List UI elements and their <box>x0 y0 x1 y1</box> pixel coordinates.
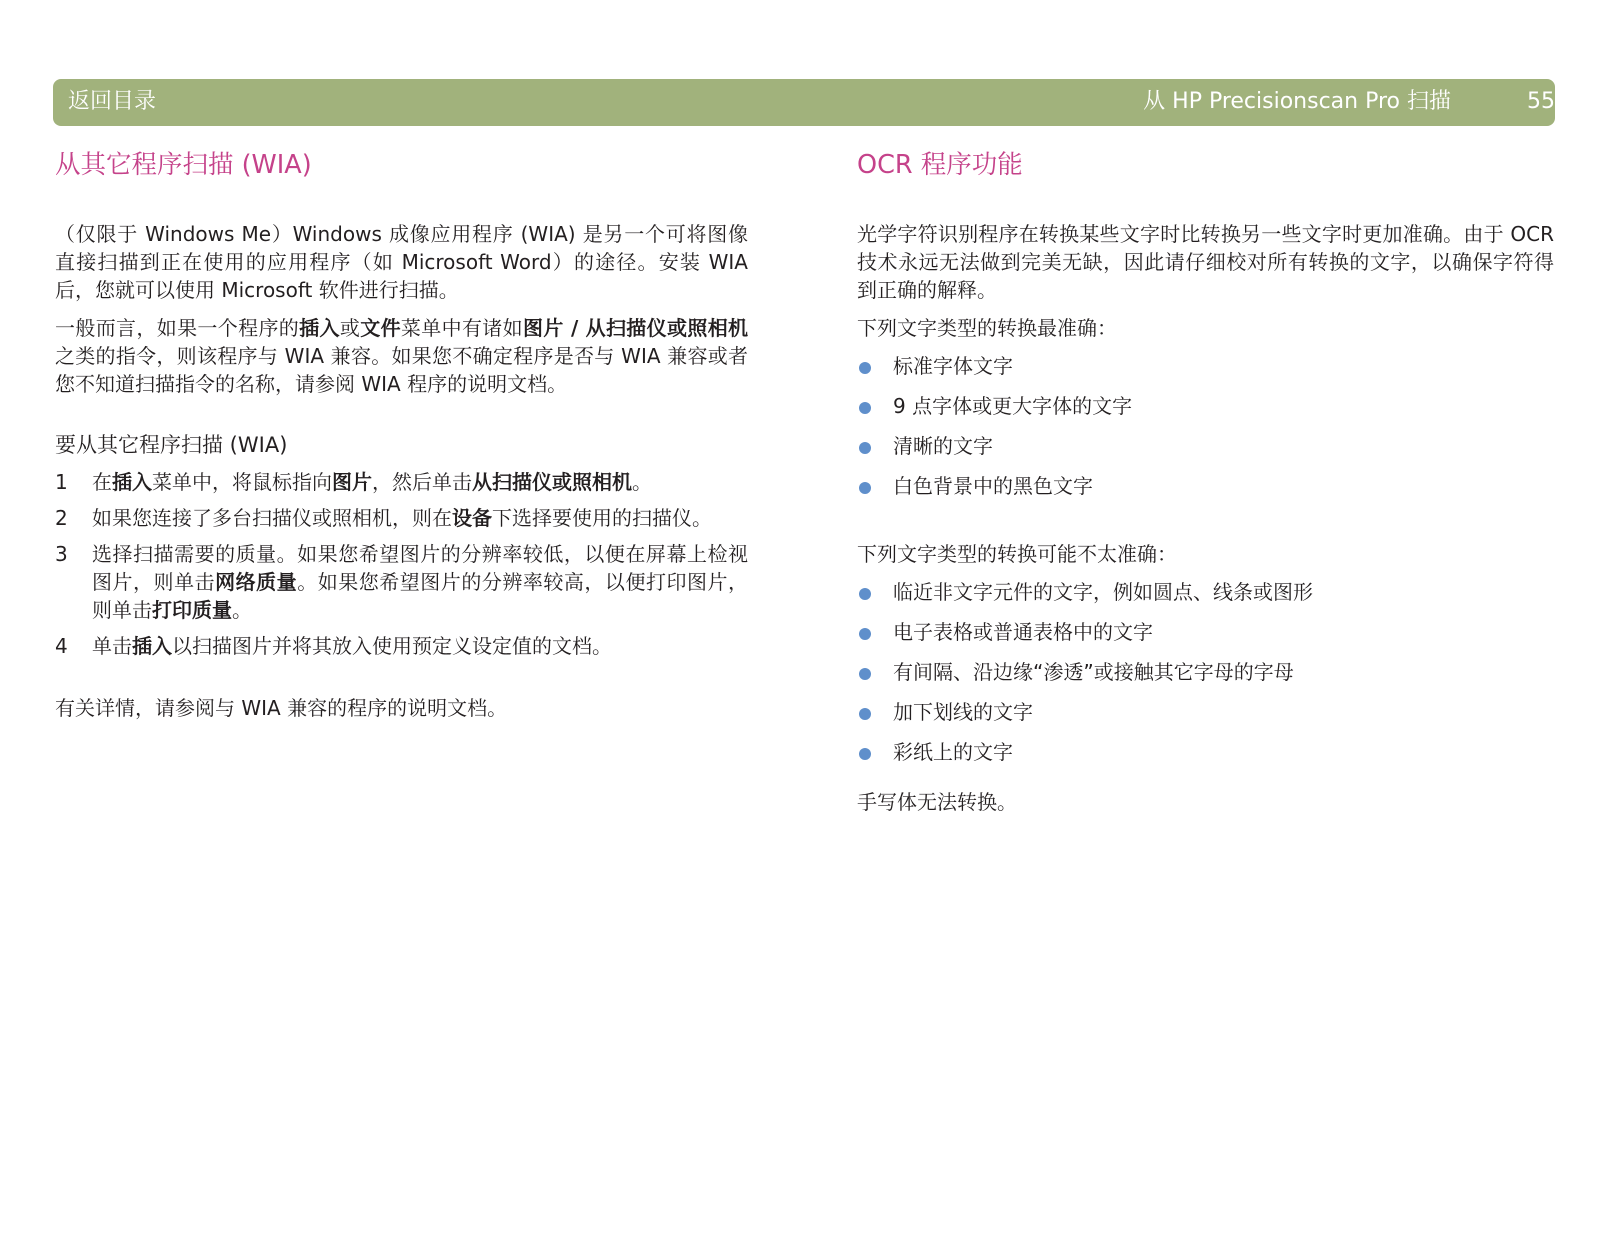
step-item <box>55 468 748 496</box>
wia-intro-paragraph: （仅限于 Windows Me）Windows 成像应用程序 (WIA) 是另一个可将图像直接扫描到正在使用的应用程序（如 Microsoft Word）的途径。安装 WIA 后，您就可以使用 Microsoft 软件进行扫描。 <box>55 222 748 302</box>
menu-term-insert: 插入 <box>299 316 340 340</box>
page-number: 55 <box>1527 89 1555 114</box>
ui-term: 打印质量 <box>152 598 232 622</box>
list-item-text: 白色背景中的黑色文字 <box>893 474 1093 498</box>
bullet-dot-icon <box>859 748 871 760</box>
text-run: 选择扫描需要的质量。如果您希望图片的分辨率较低，以便在屏幕上检视图片，则单击 <box>92 542 748 594</box>
step-item <box>55 540 748 624</box>
step-number: 2 <box>55 506 68 530</box>
text-run: 或 <box>339 316 361 340</box>
bullet-dot-icon <box>859 442 871 454</box>
wia-section-heading: 从其它程序扫描 (WIA) <box>55 150 312 180</box>
wia-steps-list <box>55 468 748 660</box>
text-run: 之类的指令，则该程序与 WIA 兼容。如果您不确定程序是否与 WIA 兼容或者您不知道扫描指令的名称，请参阅 WIA 程序的说明文档。 <box>55 344 748 396</box>
text-run: 下选择要使用的扫描仪。 <box>492 506 712 530</box>
list-item-text: 彩纸上的文字 <box>893 740 1013 764</box>
bullet-dot-icon <box>859 362 871 374</box>
list-item-text: 标准字体文字 <box>893 354 1013 378</box>
wia-compatibility-paragraph <box>55 314 748 398</box>
text-run: 菜单中有诸如 <box>400 316 523 340</box>
list-item <box>857 618 1554 658</box>
menu-term-picture-from-scanner: 图片 / 从扫描仪或照相机 <box>523 316 749 340</box>
step-number: 4 <box>55 634 68 658</box>
list-item <box>857 578 1554 618</box>
bullet-dot-icon <box>859 402 871 414</box>
list-item <box>857 738 1554 778</box>
text-run: 。如果您希望图片的分辨率较高，以便打印图片，则单击 <box>92 570 749 622</box>
right-column <box>857 145 1554 826</box>
list-item <box>857 698 1554 738</box>
list-item-text: 有间隔、沿边缘“渗透”或接触其它字母的字母 <box>893 660 1294 684</box>
list-item-text: 9 点字体或更大字体的文字 <box>893 394 1133 418</box>
list-item-text: 电子表格或普通表格中的文字 <box>893 620 1153 644</box>
text-run: 。 <box>632 470 652 494</box>
back-to-contents-link[interactable]: 返回目录 <box>68 89 157 114</box>
list-item-text: 临近非文字元件的文字，例如圆点、线条或图形 <box>893 580 1313 604</box>
list-item-text: 加下划线的文字 <box>893 700 1033 724</box>
list-item <box>857 352 1554 392</box>
inaccurate-types-list <box>857 578 1554 778</box>
ui-term: 插入 <box>132 634 172 658</box>
left-column <box>55 145 748 732</box>
text-run: 菜单中，将鼠标指向 <box>152 470 332 494</box>
list-item <box>857 432 1554 472</box>
wia-more-info-note: 有关详情，请参阅与 WIA 兼容的程序的说明文档。 <box>55 696 508 720</box>
menu-term-file: 文件 <box>360 316 401 340</box>
page-section-title: 从 HP Precisionscan Pro 扫描 <box>1143 89 1451 114</box>
handwriting-note: 手写体无法转换。 <box>857 790 1017 814</box>
text-run: 一般而言，如果一个程序的 <box>55 316 300 340</box>
text-run: 在 <box>92 470 112 494</box>
bullet-dot-icon <box>859 588 871 600</box>
list-item <box>857 658 1554 698</box>
bullet-dot-icon <box>859 708 871 720</box>
bullet-dot-icon <box>859 668 871 680</box>
text-run: 以扫描图片并将其放入使用预定义设定值的文档。 <box>172 634 612 658</box>
text-run: ，然后单击 <box>372 470 472 494</box>
ui-term: 网络质量 <box>215 570 298 594</box>
inaccurate-types-label: 下列文字类型的转换可能不太准确： <box>857 542 1177 566</box>
wia-steps-heading: 要从其它程序扫描 (WIA) <box>55 433 288 457</box>
bullet-dot-icon <box>859 628 871 640</box>
ocr-intro-paragraph: 光学字符识别程序在转换某些文字时比转换另一些文字时更加准确。由于 OCR 技术永远无法做到完美无缺，因此请仔细校对所有转换的文字，以确保字符得到正确的解释。 <box>857 222 1554 302</box>
bullet-dot-icon <box>859 482 871 494</box>
step-number: 1 <box>55 470 68 494</box>
accurate-types-list <box>857 352 1554 512</box>
list-item <box>857 392 1554 432</box>
text-run: 单击 <box>92 634 132 658</box>
list-item-text: 清晰的文字 <box>893 434 993 458</box>
ui-term: 设备 <box>452 506 492 530</box>
ui-term: 插入 <box>112 470 152 494</box>
ui-term: 从扫描仪或照相机 <box>472 470 632 494</box>
ocr-section-heading: OCR 程序功能 <box>857 150 1023 180</box>
accurate-types-label: 下列文字类型的转换最准确： <box>857 316 1117 340</box>
step-item <box>55 504 748 532</box>
step-number: 3 <box>55 542 68 566</box>
text-run: 如果您连接了多台扫描仪或照相机，则在 <box>92 506 452 530</box>
step-item <box>55 632 748 660</box>
list-item <box>857 472 1554 512</box>
ui-term: 图片 <box>332 470 372 494</box>
text-run: 。 <box>232 598 252 622</box>
